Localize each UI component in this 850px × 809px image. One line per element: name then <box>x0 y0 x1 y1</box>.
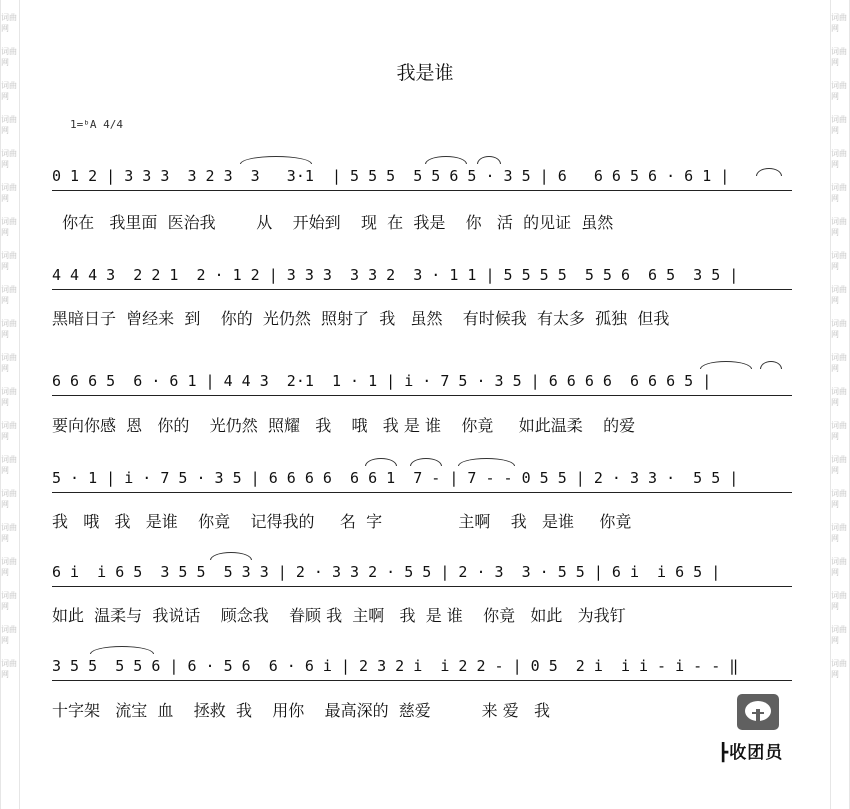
watermark-text: 词曲网 <box>1 557 17 577</box>
slur-mark <box>700 361 752 369</box>
site-logo-text: ┣收团员 <box>718 743 784 763</box>
watermark-text: 词曲网 <box>1 149 17 169</box>
lyric-line-4: 我 哦 我 是谁 你竟 记得我的 名 字 主啊 我 是谁 你竟 <box>52 512 632 531</box>
watermark-text: 词曲网 <box>831 557 847 577</box>
watermark-text: 词曲网 <box>831 251 847 271</box>
watermark-text: 词曲网 <box>1 285 17 305</box>
watermark-text: 词曲网 <box>1 319 17 339</box>
watermark-text: 词曲网 <box>831 183 847 203</box>
watermark-text: 词曲网 <box>1 455 17 475</box>
lyric-line-5: 如此 温柔与 我说话 顾念我 眷顾 我 主啊 我 是 谁 你竟 如此 为我钉 <box>52 606 626 625</box>
watermark-text: 词曲网 <box>1 387 17 407</box>
watermark-text: 词曲网 <box>831 421 847 441</box>
slur-mark <box>240 156 312 164</box>
watermark-text: 词曲网 <box>1 421 17 441</box>
watermark-text: 词曲网 <box>1 659 17 679</box>
song-title: 我是谁 <box>396 62 454 84</box>
watermark-text: 词曲网 <box>831 625 847 645</box>
watermark-text: 词曲网 <box>1 47 17 67</box>
watermark-text: 词曲网 <box>1 489 17 509</box>
lyric-line-2: 黑暗日子 曾经来 到 你的 光仍然 照射了 我 虽然 有时候我 有太多 孤独 但我 <box>52 309 670 328</box>
watermark-text: 词曲网 <box>1 13 17 33</box>
right-watermark-strip <box>830 0 850 809</box>
slur-mark <box>477 156 501 164</box>
watermark-text: 词曲网 <box>831 353 847 373</box>
watermark-text: 词曲网 <box>831 47 847 67</box>
watermark-text: 词曲网 <box>831 659 847 679</box>
watermark-text: 词曲网 <box>831 13 847 33</box>
slur-mark <box>410 458 442 466</box>
slur-mark <box>210 552 252 560</box>
watermark-text: 词曲网 <box>1 353 17 373</box>
notation-line-1: 0 1 2 | 3 3 3 3 2 3 3 3·1 | 5 5 5 5 5 6 5 · 3 5 | 6 6 6 5 6 · 6 1 | <box>52 167 792 191</box>
watermark-text: 词曲网 <box>831 387 847 407</box>
watermark-text: 词曲网 <box>1 183 17 203</box>
notation-line-6: 3 5 5 5 5 6 | 6 · 5 6 6 · 6 i | 2 3 2 i i 2 2 - | 0 5 2 i i i - i - - ‖ <box>52 657 792 681</box>
key-signature: 1=ᵇA 4/4 <box>70 118 123 131</box>
watermark-text: 词曲网 <box>1 217 17 237</box>
site-logo-icon <box>737 694 779 730</box>
watermark-text: 词曲网 <box>1 625 17 645</box>
watermark-text: 词曲网 <box>1 115 17 135</box>
watermark-text: 词曲网 <box>831 217 847 237</box>
slur-mark <box>760 361 782 369</box>
watermark-text: 词曲网 <box>831 81 847 101</box>
lyric-line-1: 你在 我里面 医治我 从 开始到 现 在 我是 你 活 的见证 虽然 <box>52 213 614 232</box>
watermark-text: 词曲网 <box>1 523 17 543</box>
watermark-text: 词曲网 <box>831 523 847 543</box>
watermark-text: 词曲网 <box>1 251 17 271</box>
notation-line-5: 6 i i 6 5 3 5 5 5 3 3 | 2 · 3 3 2 · 5 5 | 2 · 3 3 · 5 5 | 6 i i 6 5 | <box>52 563 792 587</box>
watermark-text: 词曲网 <box>831 319 847 339</box>
notation-line-2: 4 4 4 3 2 2 1 2 · 1 2 | 3 3 3 3 3 2 3 · 1 1 | 5 5 5 5 5 5 6 6 5 3 5 | <box>52 266 792 290</box>
watermark-text: 词曲网 <box>831 285 847 305</box>
watermark-text: 词曲网 <box>831 115 847 135</box>
watermark-text: 词曲网 <box>831 591 847 611</box>
left-watermark-strip <box>0 0 20 809</box>
notation-line-3: 6 6 6 5 6 · 6 1 | 4 4 3 2·1 1 · 1 | i · 7 5 · 3 5 | 6 6 6 6 6 6 6 5 | <box>52 372 792 396</box>
watermark-text: 词曲网 <box>831 455 847 475</box>
watermark-text: 词曲网 <box>1 591 17 611</box>
notation-line-4: 5 · 1 | i · 7 5 · 3 5 | 6 6 6 6 6 6 1 7 - | 7 - - 0 5 5 | 2 · 3 3 · 5 5 | <box>52 469 792 493</box>
lyric-line-6: 十字架 流宝 血 拯救 我 用你 最高深的 慈爱 来 爱 我 <box>52 701 551 720</box>
slur-mark <box>90 646 154 654</box>
slur-mark <box>425 156 467 164</box>
watermark-text: 词曲网 <box>831 149 847 169</box>
slur-mark <box>365 458 397 466</box>
slur-mark <box>458 458 515 466</box>
watermark-text: 词曲网 <box>1 81 17 101</box>
watermark-text: 词曲网 <box>831 489 847 509</box>
lyric-line-3: 要向你感 恩 你的 光仍然 照耀 我 哦 我 是 谁 你竟 如此温柔 的爱 <box>52 416 636 435</box>
